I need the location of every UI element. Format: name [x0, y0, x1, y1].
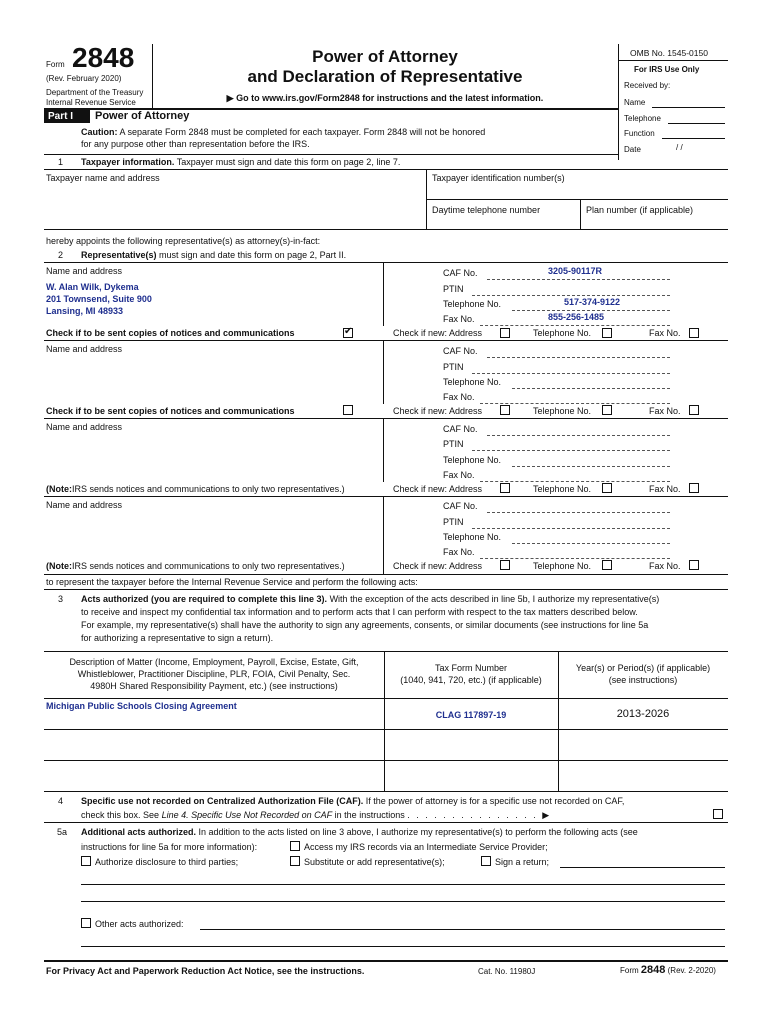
rep1-copies-label: Check if to be sent copies of notices and communications — [46, 328, 295, 338]
irs-function-label: Function — [624, 129, 655, 138]
line2-text: must sign and date this form on page 2, Part II. — [159, 250, 347, 260]
line5a-bold: Additional acts authorized. — [81, 827, 197, 837]
authorize-disclosure-checkbox[interactable] — [81, 856, 91, 866]
rep3-new-tel-checkbox[interactable] — [602, 483, 612, 493]
taxpayer-tin-label: Taxpayer identification number(s) — [432, 173, 565, 183]
rep1-caf-label: CAF No. — [443, 268, 478, 278]
caution-line2: for any purpose other than representation before the IRS. — [81, 139, 310, 149]
access-records-checkbox[interactable] — [290, 841, 300, 851]
line5a-number: 5a — [57, 827, 68, 837]
acts-row2-form[interactable] — [385, 730, 558, 760]
line1-heading — [81, 157, 400, 167]
footer-form-number: 2848 — [640, 964, 666, 976]
rep2-caf-label: CAF No. — [443, 346, 478, 356]
rep4-new-tel-checkbox[interactable] — [602, 560, 612, 570]
line4-prefix: check this box. See — [81, 810, 160, 820]
rep2-name-label: Name and address — [46, 344, 123, 354]
other-acts-checkbox[interactable] — [81, 918, 91, 928]
rep4-new-fax-checkbox[interactable] — [689, 560, 699, 570]
form-number: 2848 — [72, 42, 135, 73]
rep2-check-fax: Fax No. — [649, 406, 681, 416]
rep1-new-fax-checkbox[interactable] — [689, 328, 699, 338]
rep3-check-tel: Telephone No. — [533, 484, 592, 494]
form-label: Form — [46, 60, 65, 69]
rep4-fax-label: Fax No. — [443, 547, 475, 557]
irs-date-separators: / / — [676, 143, 683, 152]
rep2-check-new: Check if new: Address — [393, 406, 483, 416]
line4-bold: Specific use not recorded on Centralized Authorization File (CAF). — [81, 796, 364, 806]
line4-number: 4 — [58, 796, 64, 806]
rep2-new-fax-checkbox[interactable] — [689, 405, 699, 415]
rep3-tel-label: Telephone No. — [443, 455, 502, 465]
irs-telephone-label: Telephone — [624, 114, 661, 123]
substitute-rep-label: Substitute or add representative(s); — [304, 857, 445, 867]
rep3-fax-label: Fax No. — [443, 470, 475, 480]
substitute-rep-checkbox[interactable] — [290, 856, 300, 866]
acts-row3-years[interactable] — [559, 761, 728, 791]
line3-text1 — [81, 594, 659, 604]
rep4-note — [46, 561, 345, 571]
rep1-name-label: Name and address — [46, 266, 123, 276]
caution-text: A separate Form 2848 must be completed for each taxpayer. Form 2848 will not be honored — [119, 127, 486, 137]
access-records-label: Access my IRS records via an Intermediate Service Provider; — [304, 842, 548, 852]
rep1-fax-label: Fax No. — [443, 314, 475, 324]
line1-number: 1 — [58, 157, 64, 167]
line3-bold: Acts authorized (you are required to complete this line 3). — [81, 594, 328, 604]
appoints-text: hereby appoints the following representative(s) as attorney(s)-in-fact: — [46, 236, 321, 246]
rep3-check-new: Check if new: Address — [393, 484, 483, 494]
irs-date-label: Date — [624, 145, 641, 154]
rep4-note-bold: (Note: — [46, 561, 72, 571]
acts-row3-form[interactable] — [385, 761, 558, 791]
rep2-tel-label: Telephone No. — [443, 377, 502, 387]
rep1-new-address-checkbox[interactable] — [500, 328, 510, 338]
line1-text: Taxpayer must sign and date this form on page 2, line 7. — [176, 157, 401, 167]
acts-col1-header-line1: Description of Matter (Income, Employment, Payroll, Excise, Estate, Gift, — [69, 657, 359, 667]
rep4-name-label: Name and address — [46, 500, 123, 510]
rep4-check-tel: Telephone No. — [533, 561, 592, 571]
rep1-caf[interactable]: 3205-90117R — [548, 266, 603, 276]
acts-col2-header — [384, 662, 558, 686]
rep1-address2: Lansing, MI 48933 — [46, 306, 124, 316]
form-title-line1: Power of Attorney — [312, 47, 458, 66]
line4-suffix: in the instructions — [334, 810, 405, 820]
rep2-new-tel-checkbox[interactable] — [602, 405, 612, 415]
rep4-check-fax: Fax No. — [649, 561, 681, 571]
line4-italic: Line 4. Specific Use Not Recorded on CAF — [161, 810, 333, 820]
cat-number: Cat. No. 11980J — [478, 967, 536, 976]
acts-col2-header-line1: Tax Form Number — [434, 663, 507, 673]
rep3-new-address-checkbox[interactable] — [500, 483, 510, 493]
received-by: Received by: — [624, 81, 671, 90]
privacy-notice: For Privacy Act and Paperwork Reduction Act Notice, see the instructions. — [46, 966, 365, 976]
rep4-new-address-checkbox[interactable] — [500, 560, 510, 570]
rep2-ptin-label: PTIN — [443, 362, 464, 372]
acts-col3-header — [558, 662, 728, 686]
rep3-new-fax-checkbox[interactable] — [689, 483, 699, 493]
sign-return-label: Sign a return; — [495, 857, 550, 867]
acts-col1-header — [44, 656, 384, 692]
represent-text: to represent the taxpayer before the Internal Revenue Service and perform the following acts: — [46, 577, 418, 587]
rep4-tel-label: Telephone No. — [443, 532, 502, 542]
service: Internal Revenue Service — [46, 98, 136, 107]
rep3-note-text: IRS sends notices and communications to only two representatives.) — [72, 484, 345, 494]
rep1-address1: 201 Townsend, Suite 900 — [46, 294, 152, 304]
line3-text1-body: With the exception of the acts described in line 5b, I authorize my representative(s) — [329, 594, 660, 604]
irs-use-only: For IRS Use Only — [634, 65, 700, 74]
rep3-note-bold: (Note: — [46, 484, 72, 494]
line4-leader: . . . . . . . . . . . . . . . ▶ — [407, 810, 552, 820]
rep1-tel[interactable]: 517-374-9122 — [564, 297, 621, 307]
rep1-ptin-label: PTIN — [443, 284, 464, 294]
line2-heading — [81, 250, 346, 260]
rep3-note — [46, 484, 345, 494]
acts-col3-header-line1: Year(s) or Period(s) (if applicable) — [575, 663, 711, 673]
form-title-line2: and Declaration of Representative — [247, 67, 523, 86]
taxpayer-name-address-label: Taxpayer name and address — [46, 173, 160, 183]
rep4-ptin-label: PTIN — [443, 517, 464, 527]
authorize-disclosure-label: Authorize disclosure to third parties; — [95, 857, 239, 867]
line1-bold: Taxpayer information. — [81, 157, 175, 167]
line5a-text1-body: In addition to the acts listed on line 3 above, I authorize my representative(s) to perform the following acts (see — [198, 827, 638, 837]
acts-row2-years[interactable] — [559, 730, 728, 760]
part-label: Part I — [44, 110, 90, 123]
acts-row1-years[interactable]: 2013-2026 — [616, 708, 670, 720]
form-revision: (Rev. February 2020) — [46, 74, 122, 83]
line4-checkbox[interactable] — [713, 809, 723, 819]
acts-row1-matter[interactable]: Michigan Public Schools Closing Agreement — [46, 701, 237, 711]
rep2-new-address-checkbox[interactable] — [500, 405, 510, 415]
rep1-check-fax: Fax No. — [649, 328, 681, 338]
department: Department of the Treasury — [46, 88, 144, 97]
line5a-text2: instructions for line 5a for more information): — [81, 842, 258, 852]
caution-bold: Caution: — [81, 127, 118, 137]
acts-col2-header-line2: (1040, 941, 720, etc.) (if applicable) — [400, 675, 542, 685]
rep4-check-new: Check if new: Address — [393, 561, 483, 571]
line3-text2: to receive and inspect my confidential tax information and to perform acts that I can perform with respect to the tax matters described below. — [81, 607, 638, 617]
acts-col1-header-line3: 4980H Shared Responsibility Payment, etc.) (see instructions) — [90, 681, 338, 691]
part-title: Power of Attorney — [95, 110, 190, 122]
rep4-note-text: IRS sends notices and communications to only two representatives.) — [72, 561, 345, 571]
rep2-copies-checkbox[interactable] — [343, 405, 353, 415]
irs-name-label: Name — [624, 98, 646, 107]
rep1-tel-label: Telephone No. — [443, 299, 502, 309]
rep3-name-label: Name and address — [46, 422, 123, 432]
acts-col3-header-line2: (see instructions) — [608, 675, 678, 685]
rep1-name: W. Alan Wilk, Dykema — [46, 282, 139, 292]
omb-number: OMB No. 1545-0150 — [630, 48, 708, 58]
daytime-phone-label: Daytime telephone number — [432, 205, 541, 215]
instructions-link-text: ▶ Go to www.irs.gov/Form2848 for instructions and the latest information. — [226, 93, 544, 103]
rep2-check-tel: Telephone No. — [533, 406, 592, 416]
footer-form-id — [620, 964, 716, 976]
rep2-copies-label: Check if to be sent copies of notices and communications — [46, 406, 295, 416]
sign-return-checkbox[interactable] — [481, 856, 491, 866]
caution-line1 — [81, 127, 485, 137]
rep1-check-tel: Telephone No. — [533, 328, 592, 338]
footer-form-label: Form — [620, 966, 639, 975]
line4-text1-body: If the power of attorney is for a specific use not recorded on CAF, — [365, 796, 625, 806]
acts-col1-header-line2: Whistleblower, Practitioner Discipline, PLR, FOIA, Civil Penalty, Sec. — [77, 669, 351, 679]
rep3-ptin-label: PTIN — [443, 439, 464, 449]
line2-bold: Representative(s) — [81, 250, 157, 260]
line2-number: 2 — [58, 250, 64, 260]
rep3-check-fax: Fax No. — [649, 484, 681, 494]
line3-number: 3 — [58, 594, 64, 604]
other-acts-label: Other acts authorized: — [95, 919, 184, 929]
rep1-fax[interactable]: 855-256-1485 — [548, 312, 605, 322]
line4-text1 — [81, 796, 624, 806]
line3-text4: for authorizing a representative to sign a return). — [81, 633, 274, 643]
line4-text2 — [81, 810, 551, 821]
rep2-fax-label: Fax No. — [443, 392, 475, 402]
acts-row3-matter[interactable] — [44, 761, 384, 791]
line5a-text1 — [81, 827, 638, 837]
acts-row2-matter[interactable] — [44, 730, 384, 760]
rep1-copies-checkbox[interactable] — [343, 328, 353, 338]
plan-number-label: Plan number (if applicable) — [586, 205, 694, 215]
line3-text3: For example, my representative(s) shall have the authority to sign any agreements, consents, or similar documents (see instructions for line 5a — [81, 620, 649, 630]
rep1-check-new: Check if new: Address — [393, 328, 483, 338]
acts-row1-form[interactable]: CLAG 117897-19 — [435, 710, 507, 720]
rep4-caf-label: CAF No. — [443, 501, 478, 511]
rep1-new-tel-checkbox[interactable] — [602, 328, 612, 338]
footer-form-rev: (Rev. 2-2020) — [667, 966, 716, 975]
rep3-caf-label: CAF No. — [443, 424, 478, 434]
